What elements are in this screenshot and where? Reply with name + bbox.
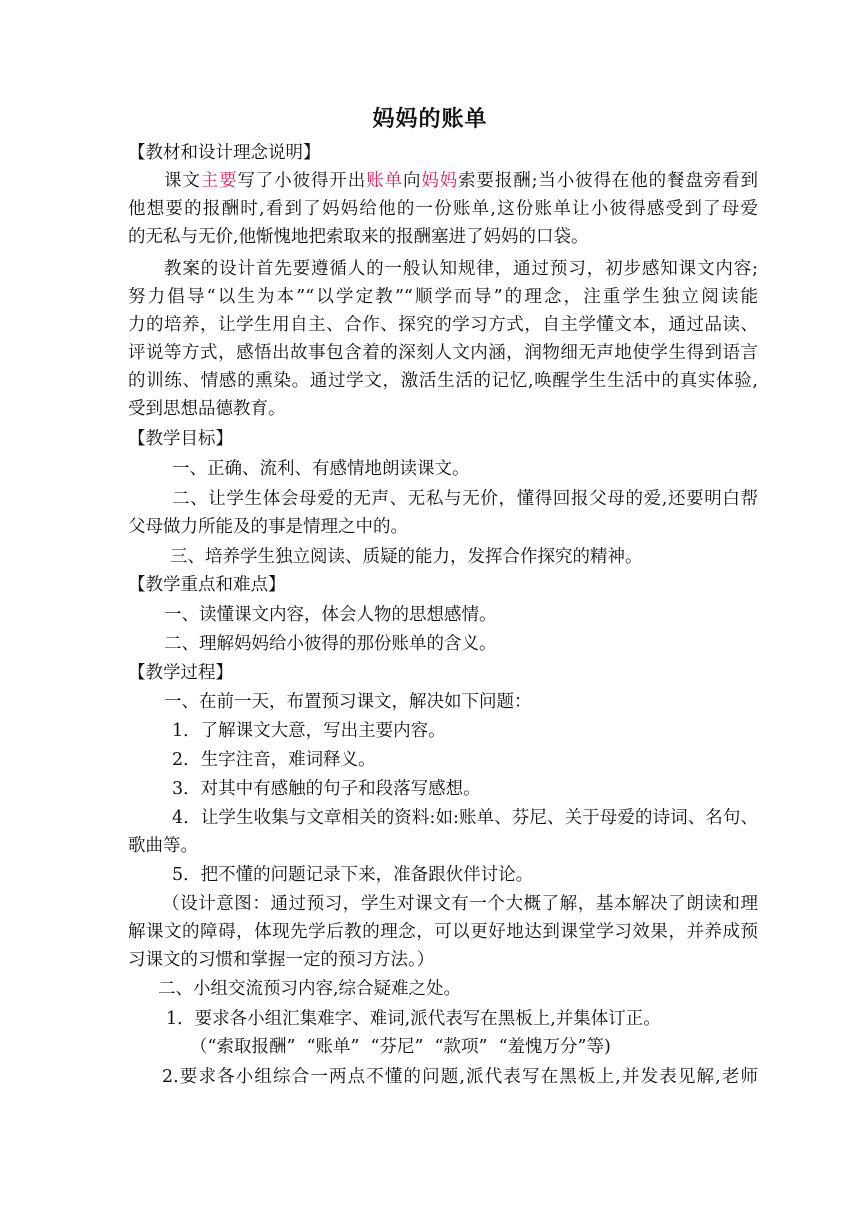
vocabulary-list: （“索取报酬” “账单” “芬尼” “款项” “羞愧万分”等) [190, 1037, 611, 1057]
list-item: 二、小组交流预习内容,综合疑难之处。 [158, 979, 462, 999]
list-item: 1．了解课文大意，写出主要内容。 [172, 721, 446, 741]
design-note-line: （设计意图：通过预习，学生对课文有一个大概了解，基本解决了朗读和理 [162, 894, 758, 914]
section-heading-process: 【教学过程】 [128, 663, 233, 683]
list-item: 4．让学生收集与文章相关的资料:如:账单、芬尼、关于母爱的诗词、名句、 [172, 808, 758, 828]
list-item: 一、读懂课文内容，体会人物的思想感情。 [164, 605, 497, 625]
list-item: 5．把不懂的问题记录下来，准备跟伙伴讨论。 [172, 865, 534, 885]
list-item: 歌曲等。 [128, 836, 198, 856]
list-item: 三、培养学生独立阅读、质疑的能力，发挥合作探究的精神。 [170, 547, 643, 567]
list-item: 一、在前一天，布置预习课文，解决如下问题： [164, 692, 532, 712]
list-item: 父母做力所能及的事是情理之中的。 [128, 517, 408, 537]
paragraph-line: 的训练、情感的熏染。通过学文，激活生活的记忆,唤醒学生生活中的真实体验, [128, 371, 758, 391]
paragraph-line: 努力倡导“以生为本”“以学定教”“顺学而导”的理念，注重学生独立阅读能 [128, 287, 758, 307]
design-note-line: 解课文的障碍，体现先学后教的理念，可以更好地达到课堂学习效果，并养成预 [128, 922, 758, 942]
list-item: 一、正确、流利、有感情地朗读课文。 [172, 459, 470, 479]
list-item: 2.要求各小组综合一两点不懂的问题,派代表写在黑板上,并发表见解,老师 [162, 1067, 758, 1087]
highlight-text: 妈妈 [421, 171, 459, 191]
paragraph-line: 课文主要写了小彼得开出账单向妈妈索要报酬;当小彼得在他的餐盘旁看到 [164, 171, 759, 191]
paragraph-line: 评说等方式，感悟出故事包含着的深刻人文内涵，润物细无声地使学生得到语言 [128, 343, 758, 363]
list-item: 3．对其中有感触的句子和段落写感想。 [172, 779, 481, 799]
paragraph-line: 受到思想品德教育。 [128, 399, 286, 419]
paragraph-line: 力的培养，让学生用自主、合作、探究的学习方式，自主学懂文本，通过品读、 [128, 315, 758, 335]
paragraph-line: 的无私与无价,他惭愧地把索取来的报酬塞进了妈妈的口袋。 [128, 227, 589, 247]
paragraph-line: 他想要的报酬时,看到了妈妈给他的一份账单,这份账单让小彼得感受到了母爱 [128, 199, 758, 219]
section-heading-design-concept: 【教材和设计理念说明】 [128, 143, 321, 163]
highlight-text: 账单 [366, 171, 403, 191]
document-title: 妈妈的账单 [372, 106, 488, 132]
list-item: 1．要求各小组汇集难字、难词,派代表写在黑板上,并集体订正。 [166, 1009, 661, 1029]
list-item: 二、理解妈妈给小彼得的那份账单的含义。 [164, 634, 497, 654]
design-note-line: 习课文的习惯和掌握一定的预习方法。） [128, 950, 435, 970]
list-item: 2．生字注音，难词释义。 [172, 750, 376, 770]
highlight-text: 主要 [200, 171, 238, 191]
section-heading-goals: 【教学目标】 [128, 429, 233, 449]
list-item: 二、让学生体会母爱的无声、无私与无价，懂得回报父母的爱,还要明白帮 [172, 489, 758, 509]
section-heading-key-points: 【教学重点和难点】 [128, 575, 286, 595]
paragraph-line: 教案的设计首先要遵循人的一般认知规律，通过预习，初步感知课文内容; [164, 259, 758, 279]
